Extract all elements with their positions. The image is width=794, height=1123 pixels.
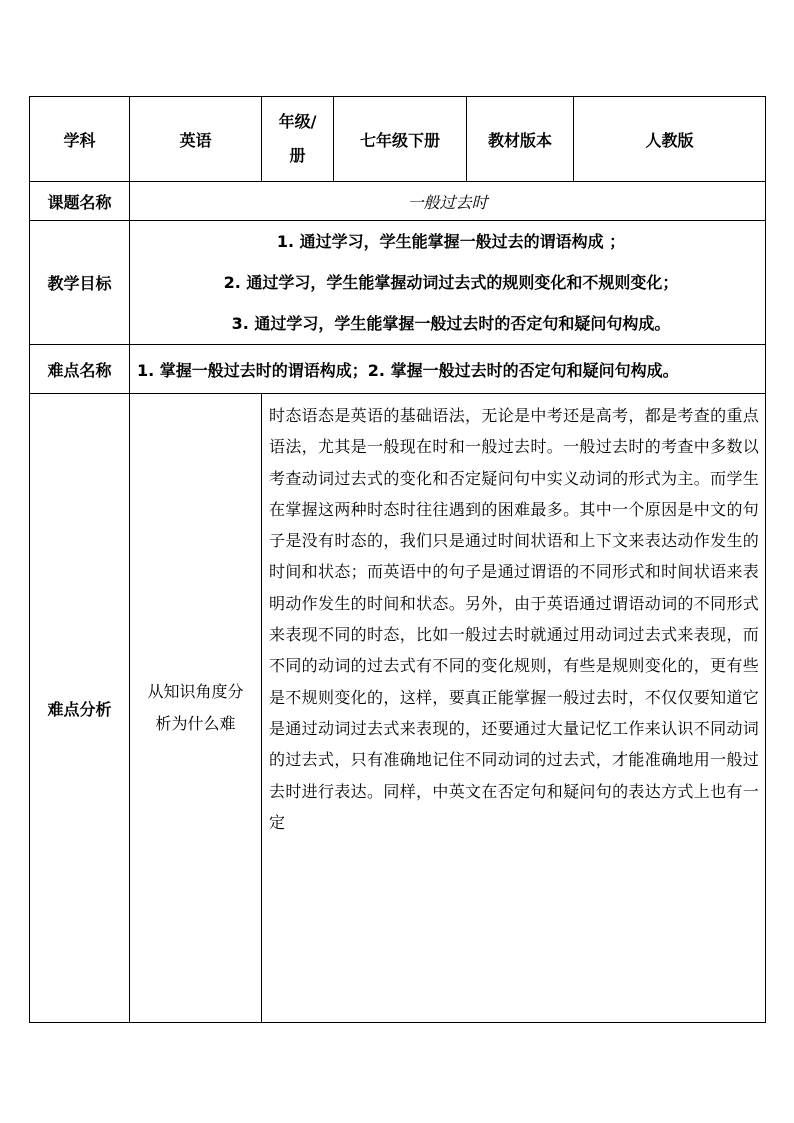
difficulty-row (30, 345, 766, 394)
subject-value: 英语 (130, 97, 262, 182)
analysis-text: 时态语态是英语的基础语法，无论是中考还是高考，都是考查的重点语法，尤其是一般现在时和一般过去时。一般过去时的考查中多数以考查动词过去式的变化和否定疑问句中实义动词的形式为主。而学生在掌握这两种时态时往往遇到的困难最多。其中一个原因是中文的句子是没有时态的，我们只是通过时间状语和上下文来表达动作发生的时间和状态；而英语中的句子是通过谓语的不同形式和时间状语来表明动作发生的时间和状态。另外，由于英语通过谓语动词的不同形式来表现不同的时态，比如一般过去时就通过用动词过去式来表现，而不同的动词的过去式有不同的变化规则，有些是规则变化的，更有些是不规则变化的，这样，要真正能掌握一般过去时，不仅仅要知道它是通过动词过去式来表现的，还要通过大量记忆工作来认识不同动词的过去式，只有准确地记住不同动词的过去式，才能准确地用一般过去时进行表达。同样，中英文在否定句和疑问句的表达方式上也有一定 (269, 406, 759, 832)
analysis-text-cell (262, 394, 766, 1023)
difficulty-value: 1. 掌握一般过去时的谓语构成；2. 掌握一般过去时的否定句和疑问句构成。 (130, 345, 766, 394)
grade-label-text: 年级/册 (278, 112, 317, 165)
analysis-label: 难点分析 (30, 394, 130, 1023)
topic-value: 一般过去时 (130, 182, 766, 221)
goals-label: 教学目标 (30, 221, 130, 345)
edition-value: 人教版 (574, 97, 766, 182)
goal-item: 3. 通过学习，学生能掌握一般过去时的否定句和疑问句构成。 (231, 314, 671, 333)
goals-list (130, 221, 766, 345)
goal-item: 2. 通过学习，学生能掌握动词过去式的规则变化和不规则变化； (223, 273, 679, 292)
topic-label: 课题名称 (30, 182, 130, 221)
difficulty-label: 难点名称 (30, 345, 130, 394)
goal-item: 1. 通过学习，学生能掌握一般过去的谓语构成 ； (276, 232, 626, 251)
topic-row (30, 182, 766, 221)
analysis-row (30, 394, 766, 1023)
analysis-angle: 从知识角度分析为什么难 (130, 394, 262, 1023)
edition-label: 教材版本 (467, 97, 574, 182)
grade-value: 七年级下册 (334, 97, 467, 182)
goals-row (30, 221, 766, 345)
subject-label: 学科 (30, 97, 130, 182)
lesson-plan-table (29, 96, 766, 1023)
grade-label (262, 97, 334, 182)
header-row (30, 97, 766, 182)
